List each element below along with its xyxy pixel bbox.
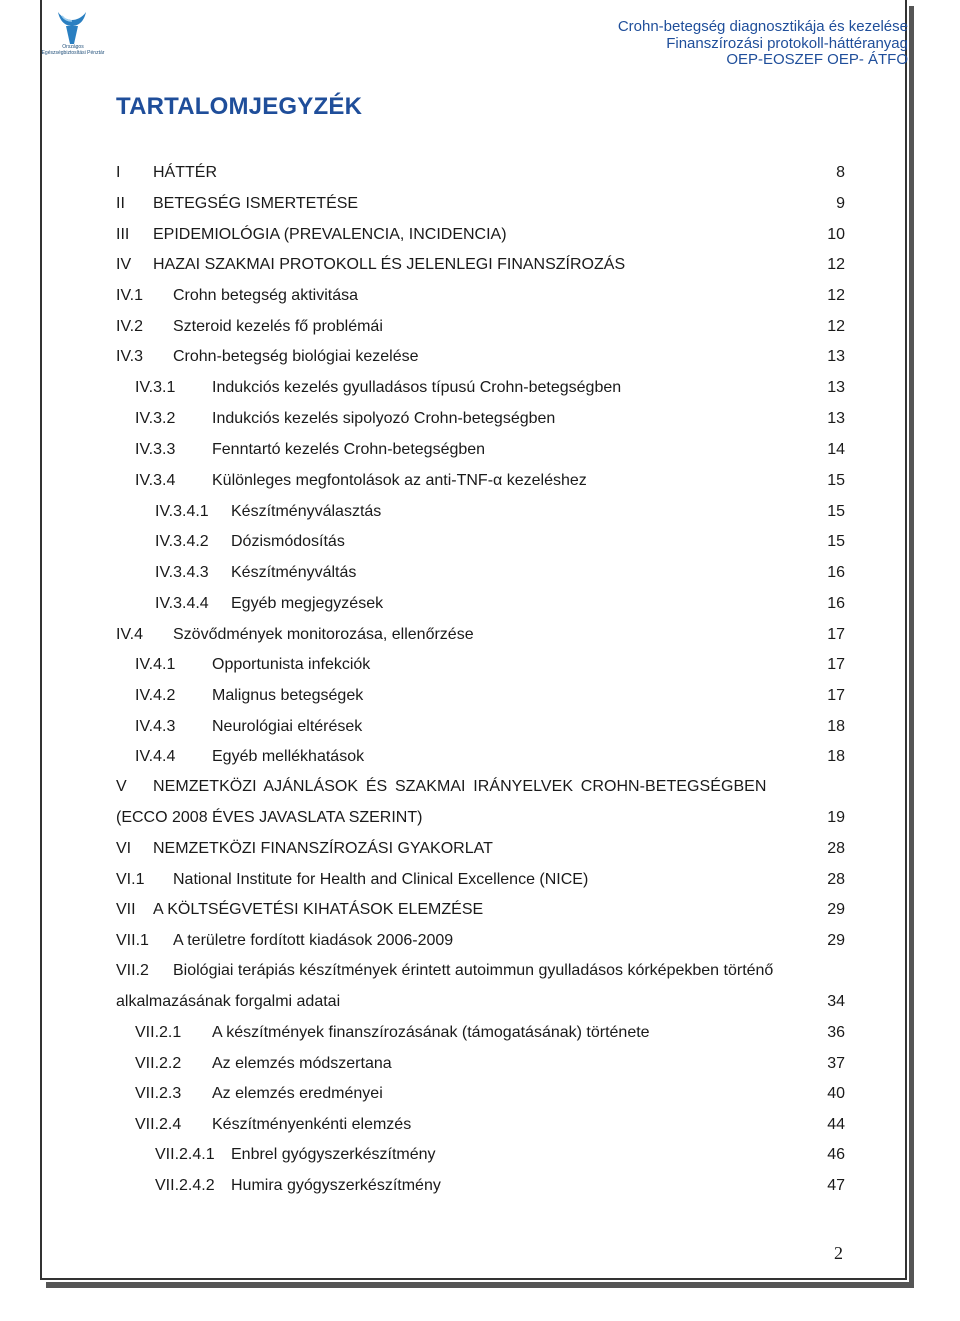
toc-page-number: 17 [827,626,845,643]
toc-number: VII.2.4 [135,1116,182,1133]
toc-page-number: 46 [827,1146,845,1163]
toc-number: IV.4 [116,626,143,643]
toc-page-number: 13 [827,410,845,427]
toc-label: A KÖLTSÉGVETÉSI KIHATÁSOK ELEMZÉSE [153,901,484,918]
toc-label: Indukciós kezelés sipolyozó Crohn-betegségben [212,410,556,427]
toc-label: Különleges megfontolások az anti-TNF-α kezeléshez [212,472,587,489]
toc-label: A területre fordított kiadások 2006-2009 [173,932,454,949]
toc-row[interactable] [0,1022,960,1044]
toc-page-number: 29 [827,901,845,918]
header-line-3: OEP-EOSZEF OEP- ÁTFO [726,51,908,68]
toc-page-number: 12 [827,318,845,335]
toc-row[interactable] [0,254,960,276]
toc-label: Szteroid kezelés fő problémái [173,318,383,335]
toc-page-number: 8 [836,164,845,181]
toc-label: Fenntartó kezelés Crohn-betegségben [212,441,486,458]
header-line-2: Finanszírozási protokoll-háttéranyag [666,34,908,52]
toc-label: (ECCO 2008 ÉVES JAVASLATA SZERINT) [116,809,423,826]
page-number: 2 [834,1243,843,1263]
toc-label: Dózismódosítás [231,533,345,550]
toc-number: IV.2 [116,318,143,335]
toc-page-number: 10 [827,226,845,243]
toc-number: IV.3.1 [135,379,176,396]
toc-number: IV.4.2 [135,687,176,704]
toc-label: HÁTTÉR [153,164,217,181]
toc-row[interactable] [0,285,960,307]
logo-caption: Országos Egészségbiztosítási Pénztár [41,44,105,56]
toc-number: VII.2.2 [135,1055,182,1072]
toc-page-number: 13 [827,348,845,365]
toc-row[interactable] [0,991,960,1013]
toc-label: Neurológiai eltérések [212,718,363,735]
document-header [618,19,908,69]
toc-row[interactable] [0,470,960,492]
toc-row[interactable] [0,1175,960,1197]
toc-row[interactable] [0,224,960,246]
toc-page-number: 12 [827,287,845,304]
toc-label: A készítmények finanszírozásának (támogatásának) története [212,1024,650,1041]
toc-page-number: 36 [827,1024,845,1041]
toc-page-number: 34 [827,993,845,1010]
toc-page-number: 28 [827,871,845,888]
toc-label: Enbrel gyógyszerkészítmény [231,1146,436,1163]
toc-number: V [116,778,127,795]
toc-number: VII [116,901,136,918]
toc-label: Egyéb megjegyzések [231,595,384,612]
toc-page-number: 14 [827,441,845,458]
oep-logo-icon [44,8,100,66]
toc-label: Biológiai terápiás készítmények érintett autoimmun gyulladásos kórképekben történő [173,962,774,979]
toc-page-number: 19 [827,809,845,826]
toc-number: IV.3.4.1 [155,503,209,520]
toc-number: IV.3.4.4 [155,595,209,612]
toc-page-number: 40 [827,1085,845,1102]
toc-row[interactable] [0,562,960,584]
toc-label: Humira gyógyszerkészítmény [231,1177,441,1194]
toc-number: VII.2 [116,962,149,979]
toc-row[interactable] [0,776,960,798]
header-line-1: Crohn-betegség diagnosztikája és kezelése [617,18,908,35]
toc-number: IV.3.2 [135,410,176,427]
toc-label: Crohn-betegség biológiai kezelése [173,348,419,365]
toc-row[interactable] [0,869,960,891]
toc-number: IV [116,256,132,273]
toc-row[interactable] [0,930,960,952]
toc-row[interactable] [0,501,960,523]
toc-label: BETEGSÉG ISMERTETÉSE [153,195,359,212]
toc-page-number: 37 [827,1055,845,1072]
page-title: TARTALOMJEGYZÉK [116,93,363,120]
toc-label: Opportunista infekciók [212,656,371,673]
toc-row[interactable] [0,807,960,829]
toc-label: EPIDEMIOLÓGIA (PREVALENCIA, INCIDENCIA) [153,226,507,243]
toc-label: alkalmazásának forgalmi adatai [116,993,341,1010]
toc-number: VI [116,840,132,857]
toc-page-number: 17 [827,687,845,704]
toc-number: III [116,226,130,243]
toc-row[interactable] [0,1053,960,1075]
toc-number: IV.3.4.2 [155,533,209,550]
toc-page-number: 15 [827,503,845,520]
toc-number: IV.4.4 [135,748,176,765]
toc-page-number: 16 [827,595,845,612]
toc-row[interactable] [0,593,960,615]
toc-label: Készítményváltás [231,564,357,581]
toc-number: VII.2.4.1 [155,1146,215,1163]
toc-number: VII.1 [116,932,149,949]
toc-label: Az elemzés eredményei [212,1085,383,1102]
toc-label: Indukciós kezelés gyulladásos típusú Crohn-betegségben [212,379,622,396]
toc-number: VII.2.1 [135,1024,182,1041]
toc-page-number: 13 [827,379,845,396]
page-shadow [46,1282,913,1288]
toc-label: HAZAI SZAKMAI PROTOKOLL ÉS JELENLEGI FINANSZÍROZÁS [153,256,626,273]
toc-row[interactable] [0,746,960,768]
toc-row[interactable] [0,346,960,368]
toc-label: Készítményenkénti elemzés [212,1116,412,1133]
toc-label: Malignus betegségek [212,687,364,704]
toc-label: Egyéb mellékhatások [212,748,365,765]
toc-page-number: 18 [827,748,845,765]
toc-row[interactable] [0,685,960,707]
toc-row[interactable] [0,1083,960,1105]
toc-page-number: 12 [827,256,845,273]
toc-row[interactable] [0,162,960,184]
toc-number: VII.2.4.2 [155,1177,215,1194]
toc-label: National Institute for Health and Clinical Excellence (NICE) [173,871,589,888]
toc-row[interactable] [0,1144,960,1166]
toc-label: NEMZETKÖZI AJÁNLÁSOK ÉS SZAKMAI IRÁNYELVEK CROHN-BETEGSÉGBEN [153,778,767,795]
toc-row[interactable] [0,899,960,921]
toc-page-number: 15 [827,472,845,489]
toc-row[interactable] [0,838,960,860]
toc-page-number: 18 [827,718,845,735]
toc-row[interactable] [0,316,960,338]
toc-row[interactable] [0,654,960,676]
toc-number: VII.2.3 [135,1085,182,1102]
toc-number: II [116,195,125,212]
toc-label: NEMZETKÖZI FINANSZÍROZÁSI GYAKORLAT [153,840,493,857]
toc-number: I [116,164,121,181]
toc-page-number: 47 [827,1177,845,1194]
toc-page-number: 29 [827,932,845,949]
toc-page-number: 9 [836,195,845,212]
toc-row[interactable] [0,408,960,430]
toc-label: Az elemzés módszertana [212,1055,392,1072]
toc-page-number: 44 [827,1116,845,1133]
toc-row[interactable] [0,531,960,553]
toc-number: IV.3 [116,348,143,365]
toc-page-number: 17 [827,656,845,673]
toc-number: IV.4.1 [135,656,176,673]
toc-page-number: 16 [827,564,845,581]
toc-number: IV.3.4.3 [155,564,209,581]
toc-label: Készítményválasztás [231,503,382,520]
toc-number: IV.1 [116,287,143,304]
toc-number: IV.3.3 [135,441,176,458]
toc-page-number: 28 [827,840,845,857]
toc-label: Szövődmények monitorozása, ellenőrzése [173,626,474,643]
toc-number: IV.4.3 [135,718,176,735]
toc-row[interactable] [0,439,960,461]
toc-number: IV.3.4 [135,472,176,489]
toc-row[interactable] [0,193,960,215]
toc-number: VI.1 [116,871,145,888]
toc-row[interactable] [0,377,960,399]
toc-page-number: 15 [827,533,845,550]
toc-row[interactable] [0,960,960,982]
toc-row[interactable] [0,624,960,646]
toc-row[interactable] [0,716,960,738]
toc-row[interactable] [0,1114,960,1136]
toc-label: Crohn betegség aktivitása [173,287,358,304]
